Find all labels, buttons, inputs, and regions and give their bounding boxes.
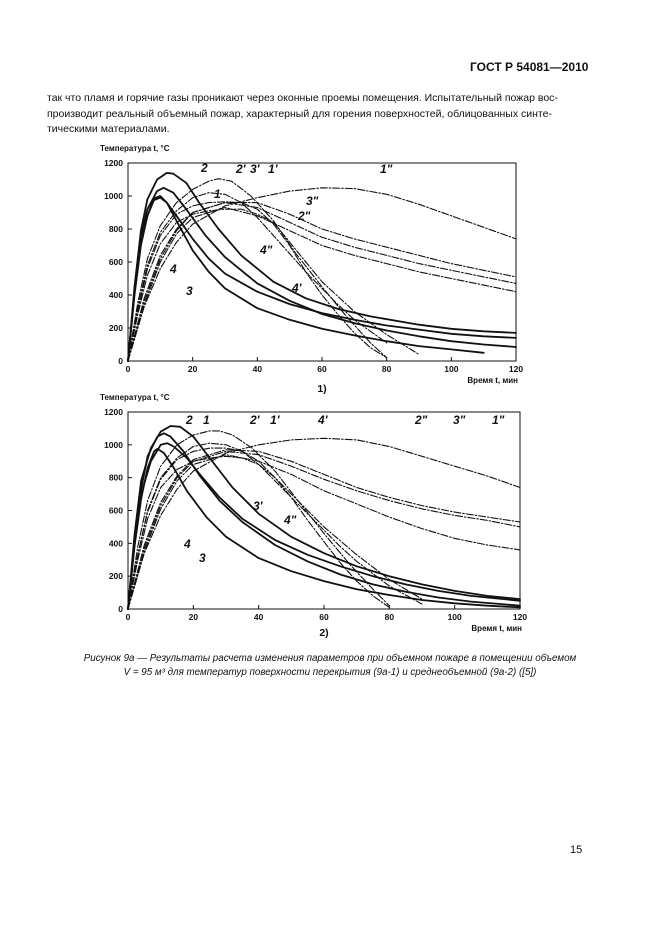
series-label: 3" bbox=[453, 413, 466, 427]
series-line-3 bbox=[128, 449, 520, 609]
x-tick-label: 60 bbox=[317, 364, 327, 374]
series-label: 4" bbox=[284, 513, 297, 527]
series-line-3p bbox=[128, 209, 419, 361]
series-line-3dq bbox=[128, 451, 520, 609]
series-label: 1" bbox=[380, 162, 393, 176]
plot-frame bbox=[128, 163, 516, 361]
x-axis-title: Время t, мин bbox=[467, 376, 518, 385]
series-label: 3' bbox=[253, 499, 263, 513]
series-label: 2" bbox=[298, 209, 311, 223]
figure-caption bbox=[40, 652, 620, 680]
y-axis-title: Температура t, °С bbox=[100, 393, 170, 402]
series-line-1p bbox=[128, 202, 387, 361]
y-tick-label: 200 bbox=[108, 571, 123, 582]
y-axis-title: Температура t, °С bbox=[100, 144, 170, 153]
caption-line-1: Рисунок 9а — Результаты расчета изменения параметров при объемном пожаре в помещении объемом bbox=[83, 653, 577, 664]
y-tick-label: 600 bbox=[108, 505, 123, 516]
series-line-2dq bbox=[128, 450, 520, 609]
x-tick-label: 120 bbox=[508, 364, 524, 374]
paragraph-line-3: тическими материалами. bbox=[47, 123, 170, 135]
plot-frame bbox=[128, 412, 520, 609]
paragraph-line-1: так что пламя и горячие газы проникают через оконные проемы помещения. Испытательный пожар вос- bbox=[47, 92, 558, 104]
x-tick-label: 40 bbox=[253, 612, 264, 622]
series-label: 1" bbox=[492, 413, 505, 427]
series-label: 3 bbox=[199, 551, 206, 565]
page-number: 15 bbox=[570, 844, 583, 856]
series-label: 4' bbox=[292, 281, 302, 295]
series-label: 3 bbox=[186, 284, 193, 298]
y-tick-label: 400 bbox=[108, 538, 123, 549]
series-label: 3" bbox=[306, 194, 319, 208]
y-tick-label: 200 bbox=[108, 323, 123, 333]
x-tick-label: 20 bbox=[187, 364, 198, 374]
x-tick-label: 0 bbox=[125, 612, 131, 622]
series-line-2 bbox=[128, 173, 516, 361]
series-label: 2" bbox=[415, 413, 428, 427]
standard-number: ГОСТ Р 54081—2010 bbox=[470, 60, 589, 74]
y-tick-label: 0 bbox=[118, 604, 123, 614]
panel-label: 1) bbox=[317, 383, 327, 395]
series-label: 1 bbox=[214, 187, 221, 201]
series-line-1dq bbox=[128, 438, 520, 609]
y-tick-label: 1000 bbox=[104, 439, 123, 450]
series-label: 2 bbox=[186, 413, 193, 427]
x-tick-label: 120 bbox=[512, 612, 528, 622]
series-label: 1' bbox=[270, 413, 280, 427]
x-tick-label: 0 bbox=[125, 364, 131, 374]
series-label: 2' bbox=[236, 162, 246, 176]
series-label: 1 bbox=[203, 413, 210, 427]
x-tick-label: 100 bbox=[447, 612, 462, 622]
y-tick-label: 400 bbox=[108, 290, 123, 300]
series-label: 4 bbox=[170, 262, 177, 276]
x-tick-label: 60 bbox=[319, 612, 329, 622]
chart-panel-1 bbox=[100, 144, 523, 395]
x-tick-label: 80 bbox=[381, 364, 392, 374]
series-label: 1' bbox=[268, 162, 278, 176]
y-tick-label: 800 bbox=[108, 472, 123, 483]
series-label: 4' bbox=[318, 413, 328, 427]
y-tick-label: 1200 bbox=[104, 158, 123, 168]
chart-panel-2 bbox=[100, 393, 527, 639]
x-axis-title: Время t, мин bbox=[471, 624, 522, 633]
series-label: 4 bbox=[184, 537, 191, 551]
caption-line-2: V = 95 м³ для температур поверхности перекрытия (9а-1) и среднеобъемной (9а-2) ([5]) bbox=[123, 667, 537, 678]
y-tick-label: 600 bbox=[108, 257, 123, 267]
series-line-4 bbox=[128, 433, 520, 609]
y-tick-label: 0 bbox=[118, 356, 123, 366]
series-line-4dq bbox=[128, 455, 520, 609]
x-tick-label: 80 bbox=[384, 612, 395, 622]
y-tick-label: 1200 bbox=[104, 407, 123, 417]
y-tick-label: 1000 bbox=[104, 191, 123, 201]
y-tick-label: 800 bbox=[108, 224, 123, 234]
x-tick-label: 100 bbox=[444, 364, 459, 374]
x-tick-label: 40 bbox=[252, 364, 263, 374]
series-label: 2 bbox=[201, 161, 208, 175]
series-label: 4" bbox=[260, 243, 273, 257]
series-label: 2' bbox=[250, 413, 260, 427]
x-tick-label: 20 bbox=[188, 612, 199, 622]
series-line-4p bbox=[128, 193, 387, 361]
paragraph-line-2: производит реальный объемный пожар, характерный для горения поверхностей, облицованных синте- bbox=[47, 107, 552, 120]
series-label: 3' bbox=[250, 162, 260, 176]
panel-label: 2) bbox=[319, 627, 329, 639]
